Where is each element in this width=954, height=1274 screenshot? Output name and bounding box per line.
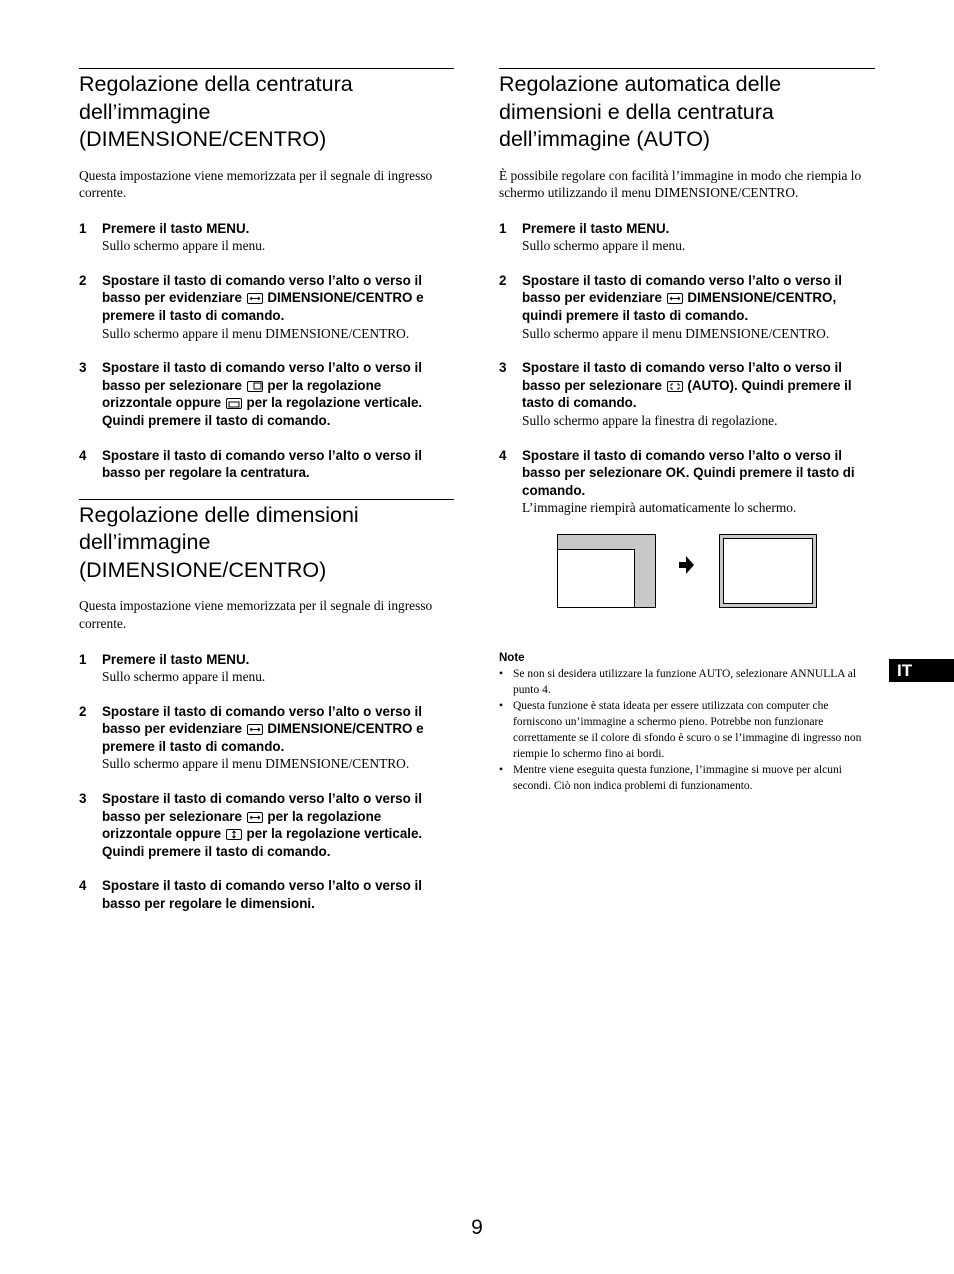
step-instruction: [522, 272, 875, 325]
step-1: [499, 220, 875, 255]
note-title: Note: [499, 652, 525, 664]
size-center-icon: [247, 293, 263, 304]
step-number: 3: [79, 360, 87, 376]
section-intro: Questa impostazione viene memorizzata per il segnale di ingresso corrente.: [79, 167, 433, 201]
step-result: Sullo schermo appare il menu DIMENSIONE/CENTRO.: [102, 756, 410, 772]
step-result: Sullo schermo appare il menu.: [522, 238, 686, 254]
vertical-center-icon: [226, 398, 242, 409]
steps-list: [79, 651, 454, 913]
step-instruction: Spostare il tasto di comando verso l’alto o verso il basso per regolare le dimensioni.: [102, 878, 422, 912]
auto-icon: [667, 381, 683, 392]
bullet: •: [499, 764, 504, 776]
notes-list: [499, 666, 875, 794]
note-item: [499, 762, 875, 794]
steps-list: [499, 220, 875, 517]
step-instruction: [522, 359, 875, 412]
step-number: 3: [499, 360, 507, 376]
step-3: [499, 359, 875, 429]
step-result: Sullo schermo appare il menu DIMENSIONE/CENTRO.: [102, 325, 410, 341]
step-number: 4: [499, 447, 507, 463]
section-intro: È possibile regolare con facilità l’immagine in modo che riempia lo schermo utilizzando il menu DIMENSIONE/CENTRO.: [499, 167, 862, 201]
note-item: [499, 666, 875, 698]
bullet: •: [499, 700, 504, 712]
step-2: [499, 272, 875, 342]
steps-list: [79, 220, 454, 482]
section-title-dimensioni: Regolazione delle dimensioni dell’immagine (DIMENSIONE/CENTRO): [79, 502, 359, 582]
step-text: DIMENSIONE/CENTRO e premere il tasto di comando.: [102, 290, 424, 324]
step-1: [79, 220, 454, 255]
step-3: [79, 790, 454, 860]
step-instruction: [102, 359, 454, 429]
auto-illustration: [499, 534, 875, 626]
screen-before-after-illustration: [499, 534, 875, 626]
step-result: Sullo schermo appare la finestra di regolazione.: [522, 413, 778, 429]
step-number: 3: [79, 791, 87, 807]
step-text: Spostare il tasto di comando verso l’alto o verso il basso per evidenziare: [102, 703, 422, 737]
step-number: 4: [79, 447, 87, 463]
bullet: •: [499, 668, 504, 680]
left-column: [79, 68, 454, 930]
step-instruction: Premere il tasto MENU.: [102, 651, 250, 667]
vertical-size-icon: [226, 829, 242, 840]
image-after: [724, 539, 813, 604]
section-rule: [79, 68, 454, 69]
step-3: [79, 359, 454, 429]
step-number: 2: [499, 272, 507, 288]
step-result: Sullo schermo appare il menu.: [102, 238, 266, 254]
step-text: per la regolazione orizzontale oppure: [102, 377, 382, 411]
right-column: [499, 68, 875, 794]
horizontal-center-icon: [247, 381, 263, 392]
step-text: per la regolazione verticale. Quindi premere il tasto di comando.: [102, 395, 423, 429]
section-title-auto: Regolazione automatica delle dimensioni e della centratura dell’immagine (AUTO): [499, 72, 782, 151]
section-title-centratura: Regolazione della centratura dell’immagine (DIMENSIONE/CENTRO): [79, 72, 353, 151]
step-instruction: Premere il tasto MENU.: [522, 220, 670, 236]
step-text: Spostare il tasto di comando verso l’alto o verso il basso per evidenziare: [522, 272, 842, 306]
step-instruction: [102, 790, 454, 860]
step-result: L’immagine riempirà automaticamente lo schermo.: [522, 500, 797, 516]
language-tab: IT: [889, 659, 954, 682]
step-2: [79, 272, 454, 342]
section-intro: Questa impostazione viene memorizzata per il segnale di ingresso corrente.: [79, 598, 433, 631]
step-text: DIMENSIONE/CENTRO, quindi premere il tasto di comando.: [522, 290, 837, 324]
step-number: 1: [79, 651, 87, 667]
step-text: per la regolazione orizzontale oppure: [102, 808, 382, 842]
section-rule: [79, 499, 454, 500]
page-number: 9: [471, 1216, 483, 1239]
step-number: 2: [79, 703, 87, 719]
step-instruction: Spostare il tasto di comando verso l’alto o verso il basso per selezionare OK. Quindi premere il tasto di comando.: [522, 447, 855, 498]
note-text: Mentre viene eseguita questa funzione, l’immagine si muove per alcuni secondi. Ciò non indica problemi di funzionamento.: [513, 764, 842, 792]
step-number: 1: [499, 220, 507, 236]
image-before: [558, 550, 635, 608]
step-2: [79, 703, 454, 773]
step-text: Spostare il tasto di comando verso l’alto o verso il basso per selezionare: [102, 791, 422, 824]
arrow-right-icon: [679, 556, 694, 574]
step-4: [79, 877, 454, 912]
size-center-icon: [247, 724, 263, 735]
step-instruction: [102, 272, 454, 325]
step-1: [79, 651, 454, 686]
step-text: Spostare il tasto di comando verso l’alto o verso il basso per evidenziare: [102, 272, 422, 306]
step-text: DIMENSIONE/CENTRO e premere il tasto di comando.: [102, 721, 424, 754]
step-number: 1: [79, 220, 87, 236]
step-4: [499, 447, 875, 517]
note-text: Questa funzione è stata ideata per essere utilizzata con computer che forniscono un’immagine a schermo pieno. Potrebbe non funzionare correttamente se il colore di sfondo è scuro o se l’immagine di ingresso non riempie lo schermo fino ai bordi.: [513, 700, 862, 760]
step-result: Sullo schermo appare il menu DIMENSIONE/CENTRO.: [522, 325, 830, 341]
step-text: Spostare il tasto di comando verso l’alto o verso il basso per selezionare: [102, 360, 422, 393]
step-text: per la regolazione verticale. Quindi premere il tasto di comando.: [102, 826, 423, 859]
size-center-icon: [667, 293, 683, 304]
step-result: Sullo schermo appare il menu.: [102, 669, 266, 685]
step-4: [79, 447, 454, 482]
horizontal-size-icon: [247, 812, 263, 823]
step-instruction: Spostare il tasto di comando verso l’alto o verso il basso per regolare la centratura.: [102, 447, 422, 481]
note-text: Se non si desidera utilizzare la funzione AUTO, selezionare ANNULLA al punto 4.: [513, 668, 857, 696]
step-text: (AUTO). Quindi premere il tasto di comando.: [522, 377, 852, 411]
step-text: Spostare il tasto di comando verso l’alto o verso il basso per selezionare: [522, 360, 842, 393]
step-instruction: [102, 703, 454, 756]
step-instruction: Premere il tasto MENU.: [102, 220, 250, 236]
step-number: 2: [79, 272, 87, 288]
section-rule: [499, 68, 875, 69]
note-item: [499, 698, 875, 762]
step-number: 4: [79, 878, 87, 894]
